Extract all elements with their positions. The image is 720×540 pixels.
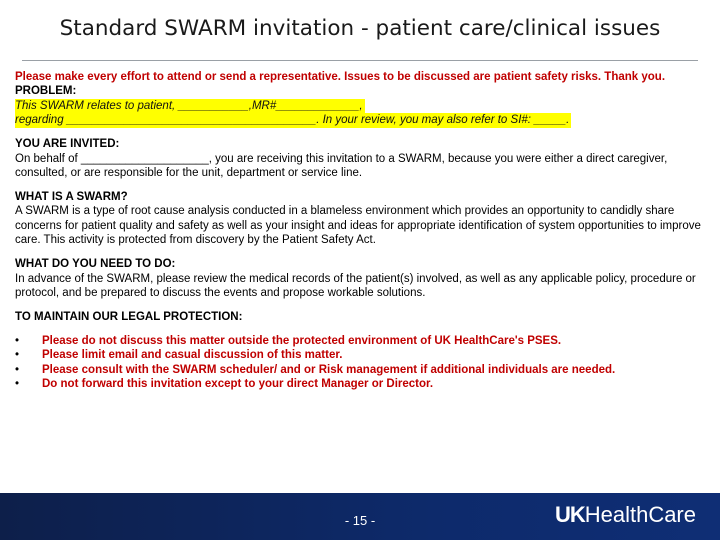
intro-text: Please make every effort to attend or send a representative. Issues to be discussed are patient safety risks. Thank you.: [15, 71, 666, 83]
bullet-icon: •: [15, 349, 20, 362]
todo-heading: WHAT DO YOU NEED TO DO:: [15, 258, 176, 271]
legal-item: • Please limit email and casual discussion of this matter.: [15, 349, 343, 362]
bullet-icon: •: [15, 363, 20, 376]
problem-heading: PROBLEM:: [15, 85, 77, 98]
legal-heading: TO MAINTAIN OUR LEGAL PROTECTION:: [15, 311, 243, 324]
invited-text: On behalf of ____________________, you are receiving this invitation to a SWARM, because you were either a direct caregiver, consulted, or are responsible for the unit, department or service line.: [15, 152, 668, 180]
todo-text: In advance of the SWARM, please review the medical records of the patient(s) involved, as well as any applicable policy, procedure or protocol, and be prepared to discuss the events and propose workable solutions.: [15, 272, 696, 300]
what-is-text: A SWARM is a type of root cause analysis conducted in a blameless environment which provides an opportunity to candidly share concerns for patient quality and safety as well as your insight and ideas for appropriate identification of system opportunities to improve care. This activity is protected from discovery by the Patient Safety Act.: [15, 205, 701, 247]
bullet-icon: •: [15, 378, 20, 391]
legal-item: • Do not forward this invitation except to your direct Manager or Director.: [15, 378, 434, 391]
logo-uk: UK: [554, 502, 585, 527]
slide-title: Standard SWARM invitation - patient care/clinical issues: [59, 16, 661, 41]
title-divider: [22, 60, 698, 61]
problem-line-1: This SWARM relates to patient, ___________,MR#_____________,: [15, 99, 363, 112]
footer-bar: [0, 493, 720, 540]
legal-item: • Please consult with the SWARM scheduler/ and or Risk management if additional individuals are needed.: [15, 363, 616, 376]
what-is-heading: WHAT IS A SWARM?: [15, 191, 128, 204]
legal-item: • Please do not discuss this matter outside the protected environment of UK HealthCare's PSES.: [15, 335, 562, 348]
invitation-body: [15, 70, 711, 392]
page-number: - 15 -: [344, 513, 376, 528]
legal-list: [15, 334, 711, 392]
problem-line-2: regarding _______________________________________. In your review, you may also refer to SI#: _____.: [15, 114, 570, 127]
uk-healthcare-logo: [555, 502, 696, 528]
bullet-icon: •: [15, 335, 20, 348]
invited-heading: YOU ARE INVITED:: [15, 138, 120, 151]
logo-healthcare: HealthCare: [584, 502, 696, 527]
